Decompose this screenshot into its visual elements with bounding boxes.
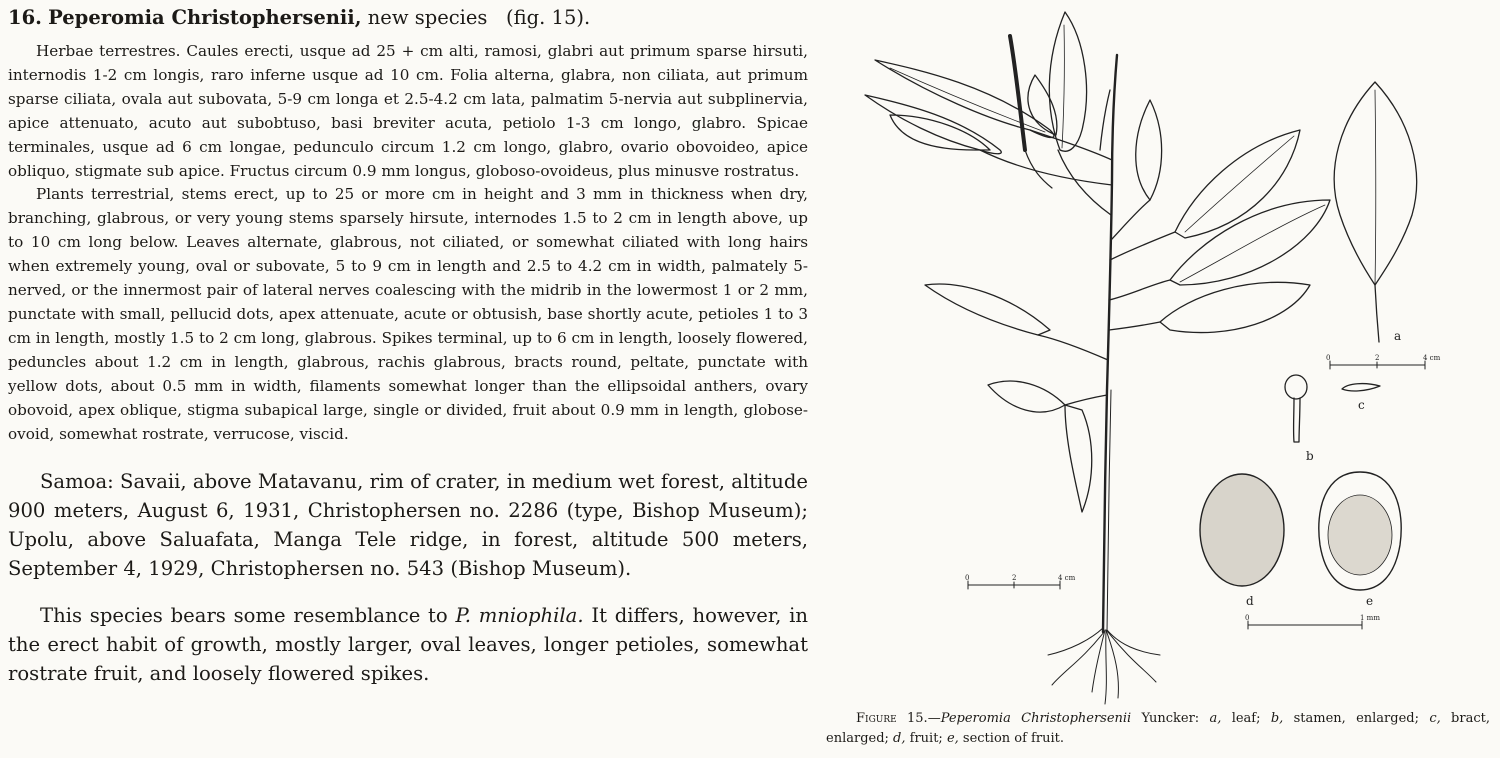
english-description: Plants terrestrial, stems erect, up to 25 or more cm in height and 3 mm in thickness when dry, branching, glabrous, or very young stems sparsely hirsute, internodes 1.5 to 2 cm in length above, up to 10 cm long below. Leaves alternate, glabrous, not ciliated, or somewhat ciliated with long hairs when extremely young, oval or subovate, 5 to 9 cm in length and 2.5 to 4.2 cm in width, palmately 5-nerved, or the innermost pair of lateral nerves coalescing with the midrib in the lowermost 1 or 2 mm, punctate with small, pellucid dots, apex attenuate, acute or obtusish, base shortly acute, petioles 1 to 3 cm in length, mostly 1.5 to 2 cm long, glabrous. Spikes terminal, up to 6 cm in length, loosely flowered, peduncles about 1.2 cm in length, glabrous, rachis glabrous, bracts round, peltate, punctate with yellow dots, about 0.5 mm in width, filaments somewhat longer than the ellipsoidal anthers, ovary obovoid, apex oblique, stigma subapical large, single or divided, fruit about 0.9 mm in length, globose-ovoid, somewhat rostrate, verrucose, viscid. (8, 185, 808, 443)
leaf (1136, 100, 1162, 200)
figure-panel (820, 0, 1500, 758)
caption-e-text: section of fruit. (958, 731, 1064, 746)
caption-b-text: stamen, enlarged; (1283, 711, 1430, 726)
label-a: a (1394, 329, 1402, 343)
label-b: b (1306, 449, 1314, 463)
main-stem (1103, 55, 1117, 632)
leaf (1160, 282, 1310, 332)
scale-plant-mid: 2 (1012, 574, 1017, 582)
caption-b: b, (1270, 711, 1284, 726)
detail-e-fruit-section (1319, 472, 1401, 590)
caption-figure-number: Figure 15. (856, 711, 928, 726)
figure-caption (826, 709, 1490, 749)
species-name: Peperomia Christophersenii, (48, 6, 362, 29)
scale-plant-end: 4 cm (1058, 574, 1076, 582)
note-before: This species bears some resemblance to (40, 604, 456, 628)
scale-leaf-end: 4 cm (1423, 354, 1441, 362)
caption-species: Peperomia Christophersenii (940, 711, 1132, 726)
leaf-group (865, 12, 1330, 512)
leaf (875, 60, 1054, 138)
scale-leaf-mid: 2 (1375, 354, 1380, 362)
caption-c: c, (1429, 711, 1441, 726)
latin-description: Herbae terrestres. Caules erecti, usque ad 25 + cm alti, ramosi, glabri aut primum sparse hirsuti, internodis 1-2 cm longis, raro inferne usque ad 10 cm. Folia alterna, glabra, non ciliata, aut primum sparse ciliata, ovala aut subovata, 5-9 cm longa et 2.5-4.2 cm lata, palmatim 5-nervia aut subplinervia, apice attenuato, acuto aut subobtuso, basi breviter acuta, petiolo 1-3 cm longo, glabro. Spicae terminales, usque ad 6 cm longae, pedunculo circum 1.2 cm longo, glabro, ovario obovoideo, apice obliquo, stigmate sub apice. Fructus circum 0.9 mm longus, globoso-ovoideus, plus minusve rostratus. (8, 42, 808, 180)
detail-b-stamen (1285, 375, 1307, 442)
caption-c-text: bract, enlarged; (826, 711, 1490, 746)
caption-author: Yuncker: (1131, 711, 1210, 726)
leaf (865, 95, 1001, 154)
note-species: P. mniophila. (455, 604, 584, 628)
leaf (1065, 405, 1092, 512)
caption-a: a, (1209, 711, 1222, 726)
caption-a-text: leaf; (1221, 711, 1271, 726)
comparison-note (8, 601, 808, 688)
detail-c-bract (1342, 384, 1380, 391)
caption-d: d, (893, 731, 906, 746)
label-c: c (1358, 398, 1365, 412)
scale-leaf-zero: 0 (1326, 354, 1331, 362)
inflorescence-spike (1010, 36, 1025, 150)
leaf (988, 381, 1065, 412)
caption-dash: — (927, 711, 941, 726)
species-number: 16. (8, 6, 42, 29)
detail-d-fruit (1200, 474, 1284, 586)
scale-plant-zero: 0 (965, 574, 970, 582)
text-column (8, 4, 808, 688)
root-system (1048, 628, 1160, 704)
leaf (1170, 200, 1330, 285)
leaf (1175, 130, 1300, 238)
scale-bar-leaf (1330, 361, 1425, 369)
scale-mm-end: 1 mm (1360, 614, 1380, 622)
label-d: d (1246, 594, 1254, 608)
label-e: e (1366, 594, 1374, 608)
caption-d-text: fruit; (905, 731, 947, 746)
species-heading (8, 4, 808, 32)
leaf (925, 284, 1050, 335)
species-status: new species (361, 6, 488, 29)
botanical-illustration (820, 0, 1500, 706)
localities-paragraph: Samoa: Savaii, above Matavanu, rim of crater, in medium wet forest, altitude 900 meters, August 6, 1931, Christophersen no. 2286 (type, Bishop Museum); Upolu, above Saluafata, Manga Tele ridge, in forest, altitude 500 meters, September 4, 1929, Christophersen no. 543 (Bishop Museum). (8, 470, 808, 581)
caption-e: e, (946, 731, 959, 746)
note-after: It differs, however, in the erect habit of growth, mostly larger, oval leaves, longer petioles, somewhat rostrate fruit, and loosely flowered spikes. (8, 604, 808, 686)
scale-mm-zero: 0 (1245, 614, 1250, 622)
figure-reference: (fig. 15). (506, 6, 591, 29)
scale-bar-mm (1248, 621, 1362, 629)
detail-a-leaf (1334, 82, 1416, 342)
scale-bar-plant (968, 581, 1060, 589)
leaf (1049, 12, 1086, 151)
